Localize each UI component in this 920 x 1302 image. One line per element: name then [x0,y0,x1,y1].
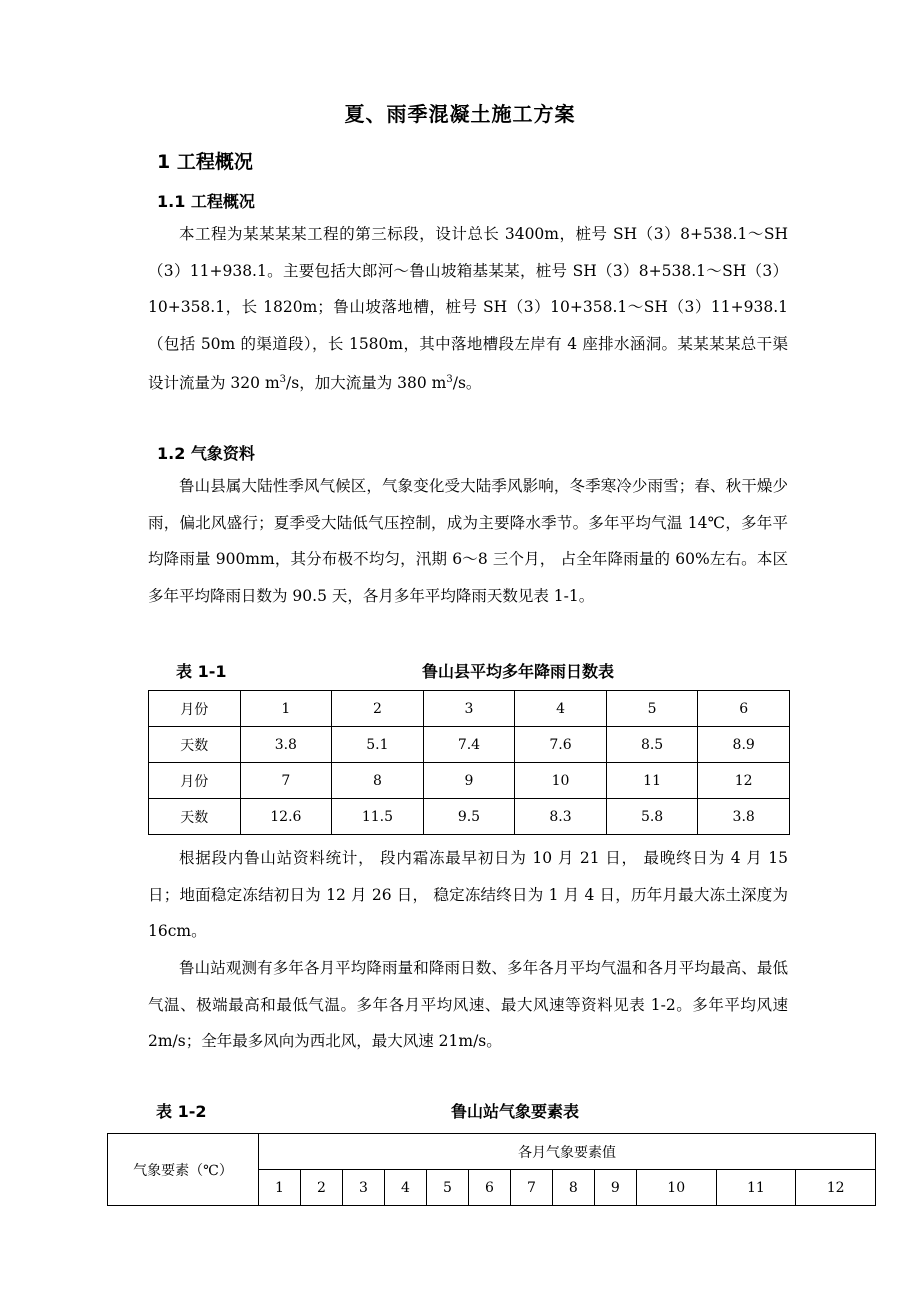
table-1-2-label: 表 1-2 [156,1102,207,1121]
superscript-3: 3 [446,374,453,385]
overview-text-mid: /s，加大流量为 380 m [286,374,447,393]
table-row-label: 天数 [149,727,241,763]
month-header-cell: 8 [552,1170,594,1206]
table-row-label: 月份 [149,691,241,727]
table-cell: 2 [332,691,424,727]
month-header-cell: 12 [796,1170,876,1206]
table-cell: 9 [423,763,515,799]
overview-text-main: 本工程为某某某某工程的第三标段，设计总长 3400m，桩号 SH（3）8+538.1～SH（3）11+938.1。主要包括大郎河～鲁山坡箱基某某，桩号 SH（3）8+538.1～SH（3）10+358.1，长 1820m；鲁山坡落地槽，桩号 SH（3）10+358.1～SH（3）11+938.1（包括 50m 的渠道段），长 1580m，其中落地槽段左岸有 4 座排水涵洞。某某某某总干渠设计流量为 320 m [148,225,788,393]
table-cell: 9.5 [423,799,515,835]
page-title: 夏、雨季混凝土施工方案 [344,102,576,126]
table-cell: 7 [240,763,332,799]
month-header-cell: 10 [636,1170,716,1206]
table-row-header: 气象要素（℃） [108,1134,259,1206]
month-header-cell: 11 [716,1170,796,1206]
table-row [149,799,790,835]
table-cell: 12.6 [240,799,332,835]
table-cell: 7.6 [515,727,607,763]
table-cell: 1 [240,691,332,727]
table-1-1-label: 表 1-1 [176,662,227,681]
table-cell: 3.8 [698,799,790,835]
table-cell: 5 [606,691,698,727]
table-row-label: 月份 [149,763,241,799]
month-header-cell: 7 [510,1170,552,1206]
month-header-cell: 9 [594,1170,636,1206]
meteorology-table [107,1133,876,1206]
station-paragraph: 鲁山站观测有多年各月平均降雨量和降雨日数、多年各月平均气温和各月平均最高、最低气温、极端最高和最低气温。多年各月平均风速、最大风速等资料见表 1-2。多年平均风速 2m/s；全年最多风向为西北风，最大风速 21m/s。 [148,959,788,1050]
rainfall-days-table [148,690,790,835]
table-cell: 8 [332,763,424,799]
table-cell: 11.5 [332,799,424,835]
table-cell: 10 [515,763,607,799]
overview-text-end: /s。 [452,374,482,393]
table-row [149,691,790,727]
month-header-cell: 2 [300,1170,342,1206]
table-row-label: 天数 [149,799,241,835]
table-cell: 11 [606,763,698,799]
section-1-1-heading: 1.1 工程概况 [157,192,255,211]
table-cell: 4 [515,691,607,727]
month-header-cell: 3 [342,1170,384,1206]
table-1-2-caption: 鲁山站气象要素表 [451,1102,580,1121]
table-row [149,727,790,763]
table-cell: 5.1 [332,727,424,763]
superscript-3: 3 [279,374,287,385]
table-cell: 8.3 [515,799,607,835]
table-cell: 8.5 [606,727,698,763]
table-cell: 8.9 [698,727,790,763]
month-header-cell: 6 [468,1170,510,1206]
table-cell: 7.4 [423,727,515,763]
table-cell: 6 [698,691,790,727]
table-row [149,763,790,799]
table-cell: 12 [698,763,790,799]
project-overview-paragraph [148,216,788,402]
section-1-heading: 1 工程概况 [157,151,253,173]
table-cell: 5.8 [606,799,698,835]
climate-paragraph: 鲁山县属大陆性季风气候区，气象变化受大陆季风影响，冬季寒冷少雨雪；春、秋干燥少雨，偏北风盛行；夏季受大陆低气压控制，成为主要降水季节。多年平均气温 14℃，多年平均降雨量 900mm，其分布极不均匀，汛期 6～8 三个月， 占全年降雨量的 60%左右。本区多年平均降雨日数为 90.5 天，各月多年平均降雨天数见表 1-1。 [148,477,788,605]
table-1-1-caption: 鲁山县平均多年降雨日数表 [422,662,615,681]
table-cell: 3.8 [240,727,332,763]
month-header-cell: 4 [384,1170,426,1206]
table-cell: 3 [423,691,515,727]
month-header-cell: 1 [259,1170,301,1206]
month-header-cell: 5 [426,1170,468,1206]
section-1-2-heading: 1.2 气象资料 [157,444,255,463]
frost-paragraph: 根据段内鲁山站资料统计， 段内霜冻最早初日为 10 月 21 日， 最晚终日为 4 月 15 日；地面稳定冻结初日为 12 月 26 日， 稳定冻结终日为 1 月 4 日，历年月最大冻土深度为 16cm。 [148,849,788,940]
table-group-header: 各月气象要素值 [259,1134,876,1170]
